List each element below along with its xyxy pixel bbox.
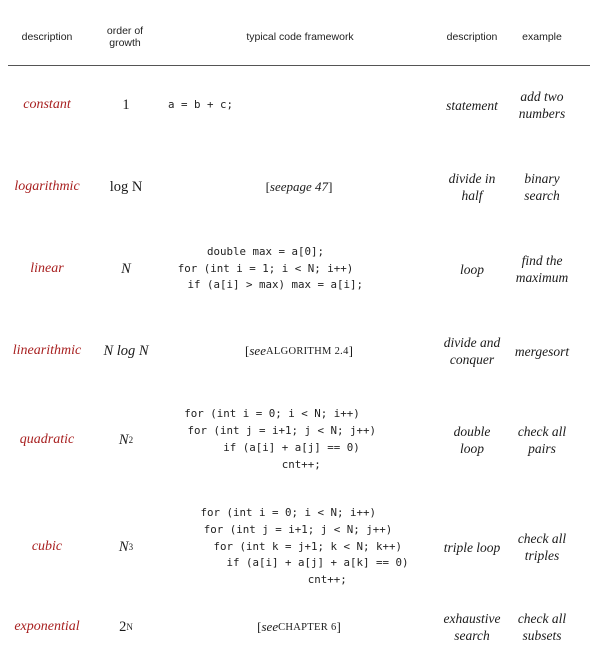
header-description-2: description xyxy=(446,31,498,43)
order-text: N xyxy=(121,260,131,277)
row-example: check all subsets xyxy=(517,611,567,643)
header-order-of-growth xyxy=(92,25,158,49)
code-framework xyxy=(168,80,438,130)
order-base: 2 xyxy=(119,618,127,635)
growth-name: quadratic xyxy=(19,432,75,447)
table-row xyxy=(0,325,600,377)
reference-see: see xyxy=(249,343,266,358)
growth-name: logarithmic xyxy=(14,179,80,194)
reference-see: see xyxy=(269,179,287,194)
row-description: loop xyxy=(459,261,484,277)
row-example: binary search xyxy=(524,171,560,203)
table-row xyxy=(0,400,600,480)
reference-bracket-close: ] xyxy=(348,343,353,358)
row-example: find the maximum xyxy=(515,253,569,285)
reference-target: page 47 xyxy=(286,179,329,194)
header-order-line1: order of xyxy=(106,25,144,37)
reference-bracket-close: ] xyxy=(336,619,341,634)
reference-see: see xyxy=(261,619,279,634)
order-exponent: N xyxy=(126,622,133,632)
order-of-growth xyxy=(96,400,156,480)
row-description: statement xyxy=(446,97,498,113)
table-header xyxy=(0,0,600,66)
code-framework xyxy=(168,243,438,295)
row-example: mergesort xyxy=(514,343,570,359)
reference-bracket-open: [ xyxy=(265,179,270,194)
reference-target: ALGORITHM 2.4 xyxy=(265,345,349,357)
table-row xyxy=(0,243,600,295)
code-framework-reference xyxy=(160,325,438,377)
order-exponent: 2 xyxy=(128,435,134,445)
header-description: description xyxy=(21,31,73,43)
code-block: for (int i = 0; i < N; i++) for (int j = i+1; j < N; j++) for (int k = j+1; k < N; k++) if (a[i] + a[j] + a[k] == 0) cnt++; xyxy=(200,506,409,587)
header-rule xyxy=(8,65,590,66)
table-row xyxy=(0,161,600,213)
code-framework-reference xyxy=(160,602,438,652)
code-framework xyxy=(168,500,438,594)
code-block: for (int i = 0; i < N; i++) for (int j = i+1; j < N; j++) if (a[i] + a[j] == 0) cnt++; xyxy=(184,407,377,471)
row-example: check all triples xyxy=(517,531,567,563)
order-of-growth xyxy=(96,325,156,377)
reference-bracket-close: ] xyxy=(328,179,333,194)
growth-name: constant xyxy=(23,97,71,112)
reference-bracket-open: [ xyxy=(257,619,262,634)
header-example: example xyxy=(522,31,562,43)
order-text: N log N xyxy=(103,342,149,359)
growth-name: linear xyxy=(30,261,64,276)
growth-name: cubic xyxy=(31,539,63,554)
header-framework: typical code framework xyxy=(246,31,354,43)
growth-name: exponential xyxy=(14,619,80,634)
row-description: divide and conquer xyxy=(443,335,501,367)
row-description: exhaustive search xyxy=(443,611,501,643)
code-block: double max = a[0]; for (int i = 1; i < N; i++) if (a[i] > max) max = a[i]; xyxy=(177,244,364,292)
reference-target: CHAPTER 6 xyxy=(278,621,337,633)
order-of-growth: log N xyxy=(109,178,143,195)
code-framework-reference xyxy=(160,161,438,213)
order-of-growth xyxy=(96,602,156,652)
order-of-growth xyxy=(96,243,156,295)
table-row xyxy=(0,602,600,652)
row-description: triple loop xyxy=(443,539,501,555)
table-row xyxy=(0,80,600,130)
order-base: N xyxy=(118,431,129,448)
order-exponent: 3 xyxy=(128,542,134,552)
order-of-growth: 1 xyxy=(122,96,130,113)
header-order-line2: growth xyxy=(109,37,141,49)
row-example: add two numbers xyxy=(518,89,566,121)
code-framework xyxy=(168,400,438,480)
order-base: N xyxy=(118,538,129,555)
row-description: double loop xyxy=(453,424,491,456)
reference-bracket-open: [ xyxy=(245,343,250,358)
growth-name: linearithmic xyxy=(12,343,82,358)
table-row xyxy=(0,500,600,594)
code-block: a = b + c; xyxy=(168,97,234,111)
row-example: check all pairs xyxy=(517,424,567,456)
row-description: divide in half xyxy=(448,171,496,203)
order-of-growth xyxy=(96,500,156,594)
